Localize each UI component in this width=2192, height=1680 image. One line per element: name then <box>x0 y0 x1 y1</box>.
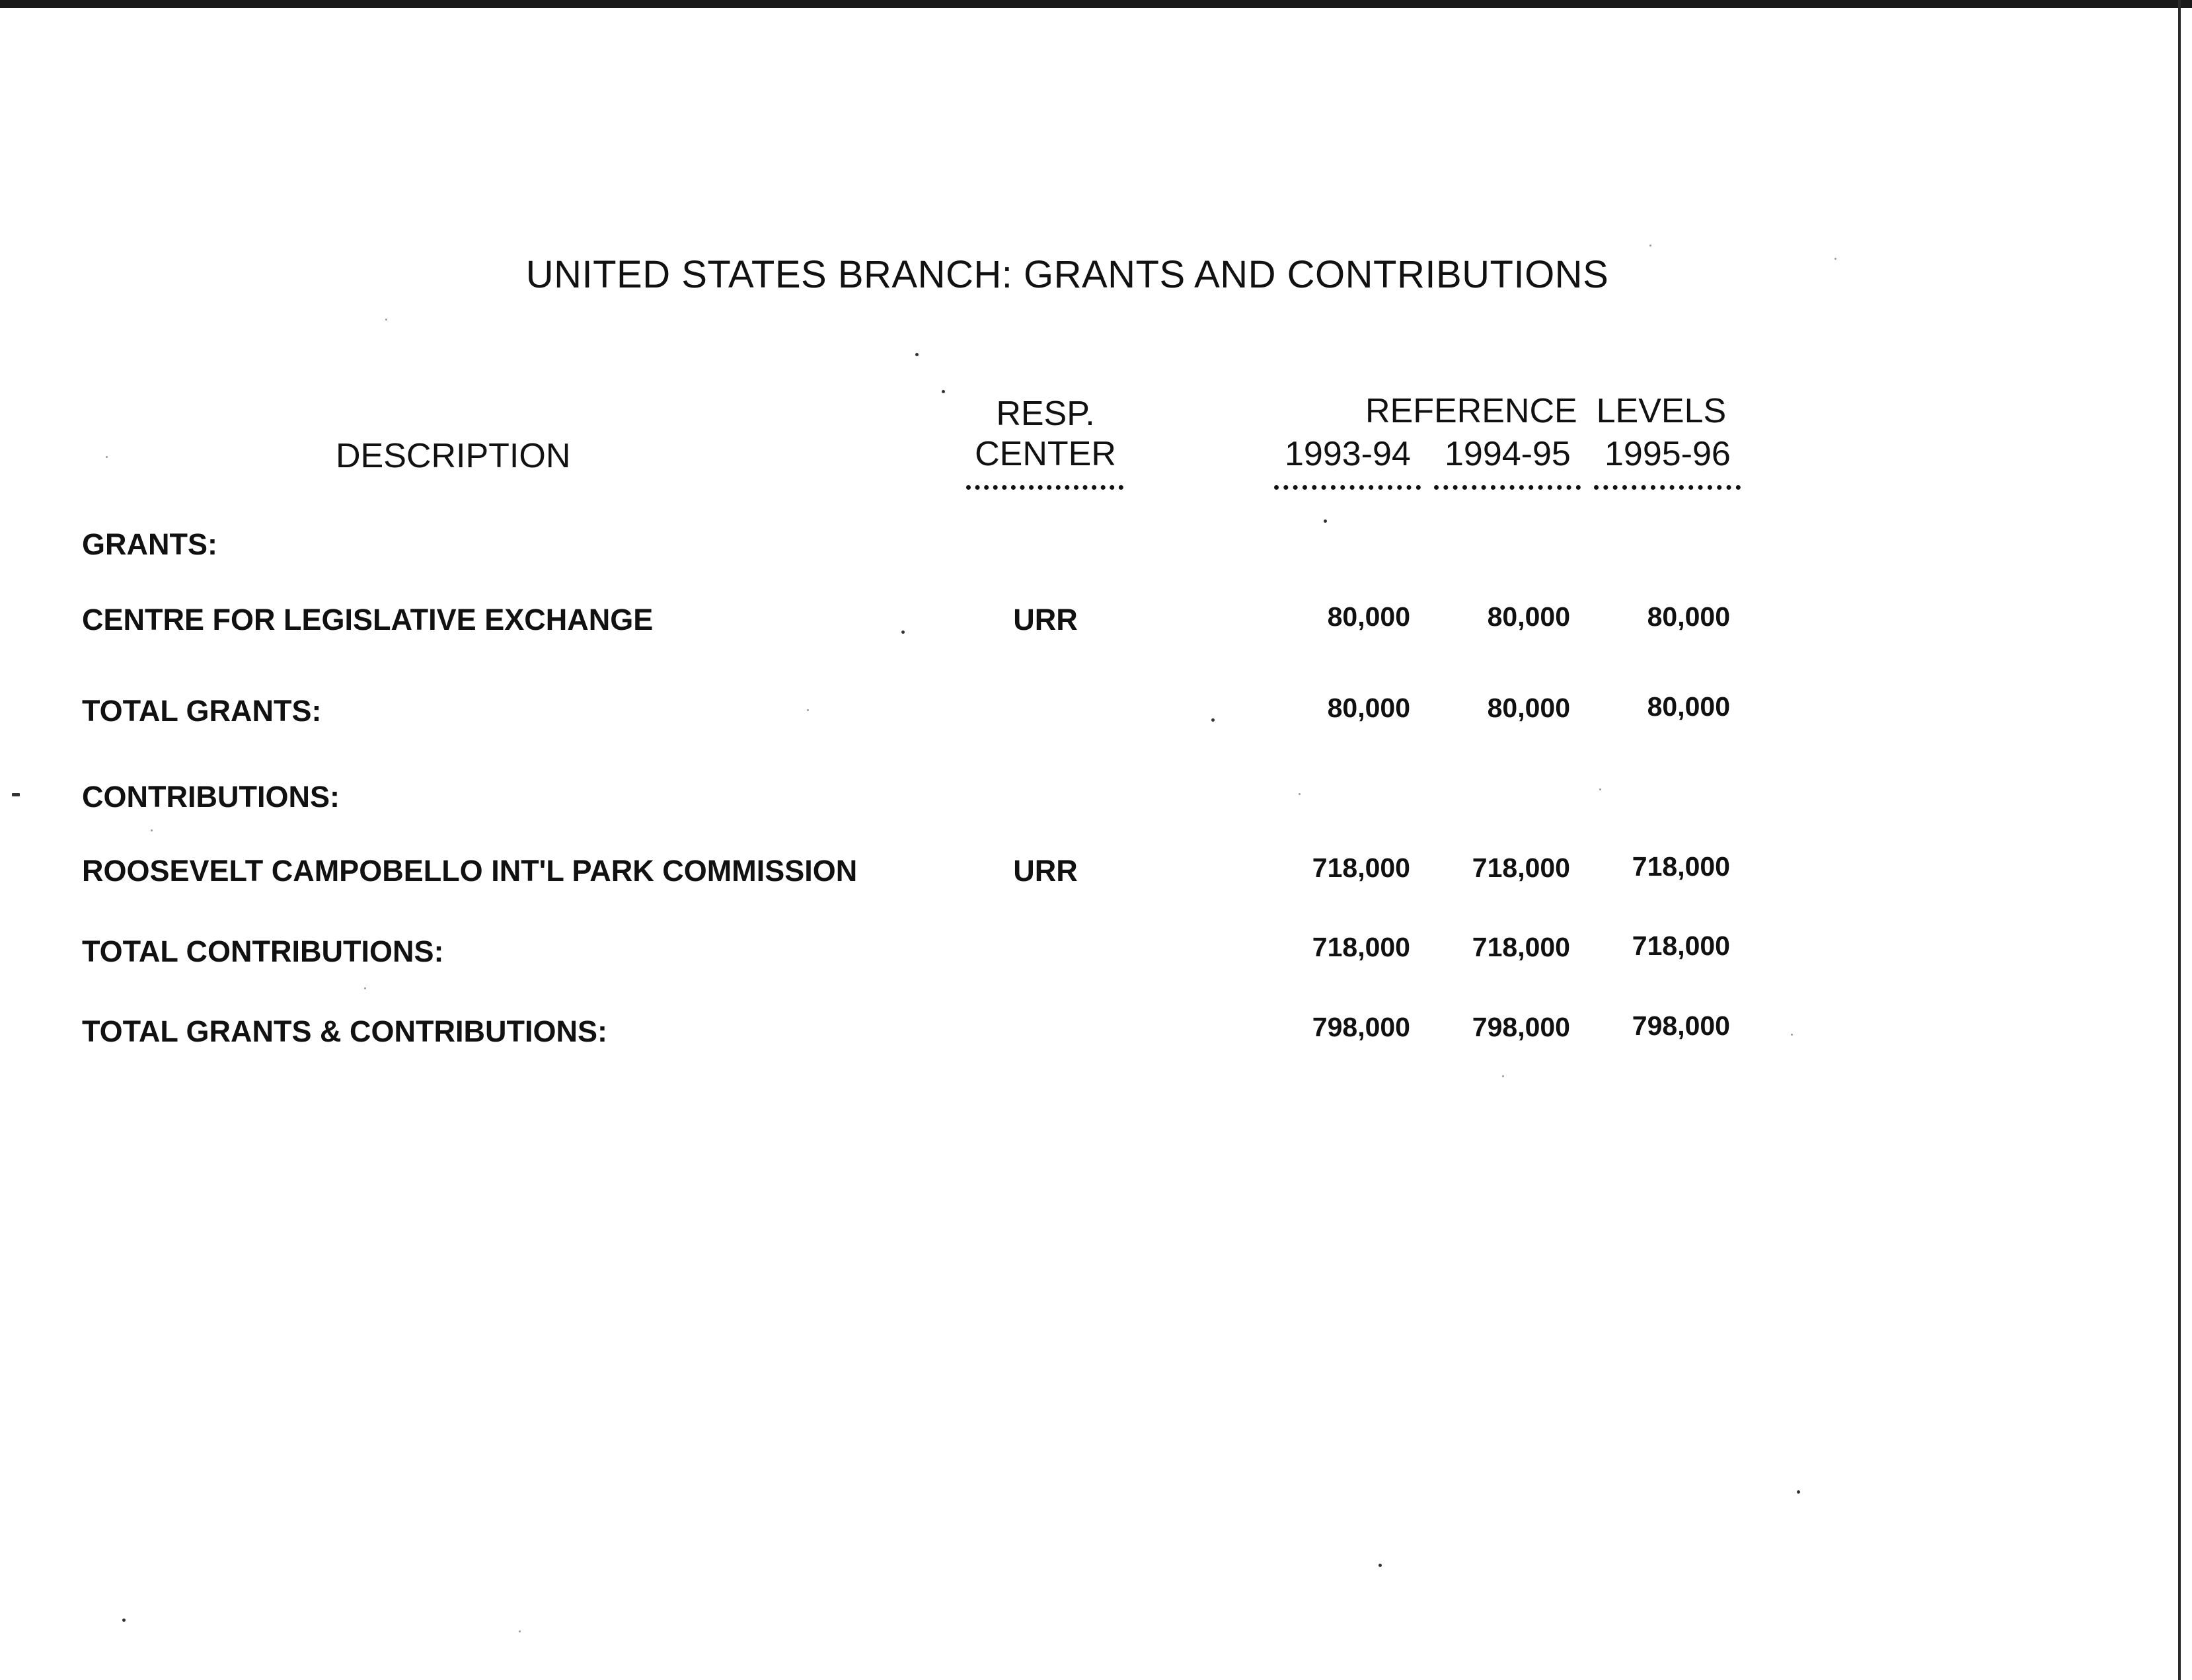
row-value-1995-96: 718,000 <box>1632 851 1730 882</box>
row-value-1993-94: 718,000 <box>1312 932 1410 962</box>
row-value-1995-96: 718,000 <box>1632 931 1730 961</box>
scan-speck <box>901 630 905 634</box>
row-description: TOTAL GRANTS & CONTRIBUTIONS: <box>82 1014 607 1048</box>
scan-speck <box>1791 1034 1793 1036</box>
row-resp-center: URR <box>1013 854 1078 888</box>
row-description: TOTAL CONTRIBUTIONS: <box>82 935 444 968</box>
row-value-1993-94: 80,000 <box>1327 601 1410 632</box>
resp-center-header-line2: CENTER <box>975 435 1116 473</box>
row-value-1994-95: 80,000 <box>1487 601 1570 632</box>
description-header: DESCRIPTION <box>336 437 571 475</box>
row-value-1995-96: 798,000 <box>1632 1011 1730 1041</box>
scan-speck <box>1797 1490 1800 1494</box>
scan-speck <box>122 1619 126 1622</box>
scan-speck <box>942 390 945 393</box>
row-value-1995-96: 80,000 <box>1647 601 1730 632</box>
row-description: TOTAL GRANTS: <box>82 694 322 728</box>
scan-speck <box>106 456 108 458</box>
row-value-1993-94: 80,000 <box>1327 693 1410 723</box>
row-description: CENTRE FOR LEGISLATIVE EXCHANGE <box>82 603 654 636</box>
row-value-1993-94: 718,000 <box>1312 853 1410 883</box>
grants-section-label: GRANTS: <box>82 527 217 561</box>
row-value-1994-95: 80,000 <box>1487 693 1570 723</box>
year-3-underline <box>1594 485 1741 490</box>
scan-speck <box>915 353 919 356</box>
year-2-underline <box>1434 485 1581 490</box>
year-header-1994-95: 1994-95 <box>1445 435 1571 473</box>
row-value-1994-95: 718,000 <box>1472 853 1570 883</box>
row-resp-center: URR <box>1013 603 1078 636</box>
scan-speck <box>151 829 153 831</box>
scan-speck <box>807 709 809 711</box>
resp-center-underline <box>966 485 1123 490</box>
scan-speck <box>519 1630 521 1632</box>
row-value-1994-95: 718,000 <box>1472 932 1570 962</box>
row-value-1995-96: 80,000 <box>1647 691 1730 722</box>
scan-speck <box>12 793 20 796</box>
reference-levels-header: REFERENCE LEVELS <box>1365 392 1727 430</box>
row-value-1994-95: 798,000 <box>1472 1012 1570 1042</box>
scan-speck <box>1379 1564 1382 1567</box>
year-header-1995-96: 1995-96 <box>1605 435 1731 473</box>
row-description: ROOSEVELT CAMPOBELLO INT'L PARK COMMISSION <box>82 854 858 888</box>
top-border-rule <box>0 0 2192 8</box>
scan-speck <box>1502 1075 1504 1077</box>
row-value-1993-94: 798,000 <box>1312 1012 1410 1042</box>
right-border-rule <box>2178 0 2181 1680</box>
year-header-1993-94: 1993-94 <box>1285 435 1411 473</box>
resp-center-header-line1: RESP. <box>996 395 1095 433</box>
scan-speck <box>385 319 387 321</box>
scan-speck <box>1599 788 1601 790</box>
scan-speck <box>1299 793 1301 795</box>
scan-speck <box>1211 718 1215 722</box>
scan-speck <box>364 987 366 989</box>
scan-speck <box>1324 519 1327 523</box>
contributions-section-label: CONTRIBUTIONS: <box>82 780 340 814</box>
year-1-underline <box>1274 485 1421 490</box>
page-title: UNITED STATES BRANCH: GRANTS AND CONTRIBUTIONS <box>525 253 1609 296</box>
scan-speck <box>1649 245 1651 247</box>
